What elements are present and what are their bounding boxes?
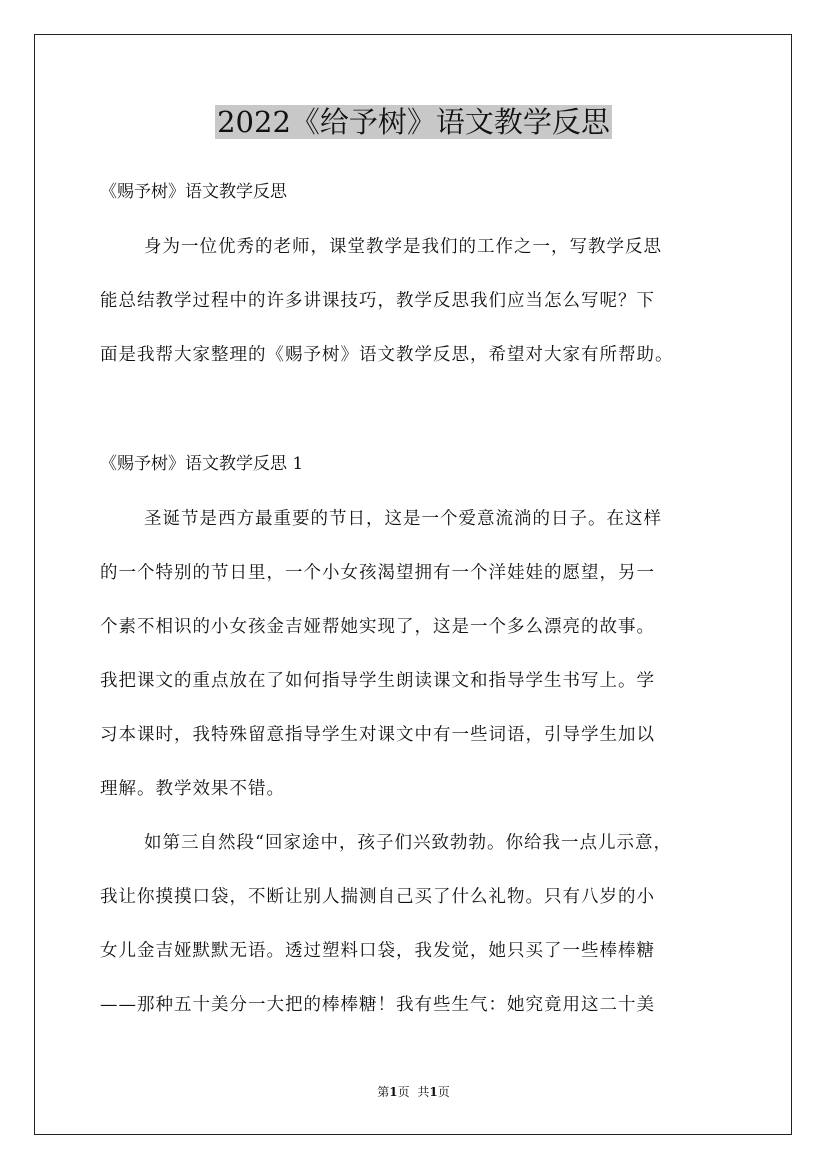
footer-page-number: 1 — [389, 1085, 398, 1099]
paragraph-line: 的一个特别的节日里，一个小女孩渴望拥有一个洋娃娃的愿望，另一 — [100, 563, 655, 583]
paragraph-line: 我让你摸摸口袋，不断让别人揣测自己买了什么礼物。只有八岁的小 — [100, 887, 655, 907]
footer-total-pages: 1 — [429, 1085, 438, 1099]
paragraph-line: 圣诞节是西方最重要的节日，这是一个爱意流淌的日子。在这样 — [144, 509, 662, 529]
footer-total-prefix: 共 — [417, 1085, 430, 1099]
paragraph-line: 身为一位优秀的老师，课堂教学是我们的工作之一，写教学反思 — [144, 237, 662, 257]
footer-page-prefix: 第 — [377, 1085, 390, 1099]
section-heading: 《赐予树》语文教学反思 — [100, 182, 287, 202]
paragraph-line: 女儿金吉娅默默无语。透过塑料口袋，我发觉，她只买了一些棒棒糖 — [100, 941, 655, 961]
footer-total-suffix: 页 — [437, 1085, 450, 1099]
paragraph-line: 面是我帮大家整理的《赐予树》语文教学反思，希望对大家有所帮助。 — [100, 345, 674, 365]
body-paragraph-1 — [100, 492, 740, 816]
paragraph-line: 习本课时，我特殊留意指导学生对课文中有一些词语，引导学生加以 — [100, 725, 655, 745]
paragraph-line: ——那种五十美分一大把的棒棒糖！我有些生气：她究竟用这二十美 — [100, 995, 655, 1015]
document-title-text: 2022《给予树》语文教学反思 — [217, 105, 610, 139]
page-footer — [0, 1084, 827, 1100]
paragraph-line: 理解。教学效果不错。 — [100, 779, 285, 799]
document-title — [0, 100, 827, 144]
section-heading-1: 《赐予树》语文教学反思 1 — [100, 454, 304, 474]
paragraph-line: 个素不相识的小女孩金吉娅帮她实现了，这是一个多么漂亮的故事。 — [100, 617, 655, 637]
body-paragraph-2 — [100, 816, 740, 1032]
paragraph-line: 如第三自然段“回家途中，孩子们兴致勃勃。你给我一点儿示意， — [144, 833, 672, 853]
intro-paragraph — [100, 220, 740, 382]
paragraph-line: 我把课文的重点放在了如何指导学生朗读课文和指导学生书写上。学 — [100, 671, 655, 691]
paragraph-line: 能总结教学过程中的许多讲课技巧，教学反思我们应当怎么写呢？下 — [100, 291, 655, 311]
footer-page-suffix: 页 — [397, 1085, 410, 1099]
